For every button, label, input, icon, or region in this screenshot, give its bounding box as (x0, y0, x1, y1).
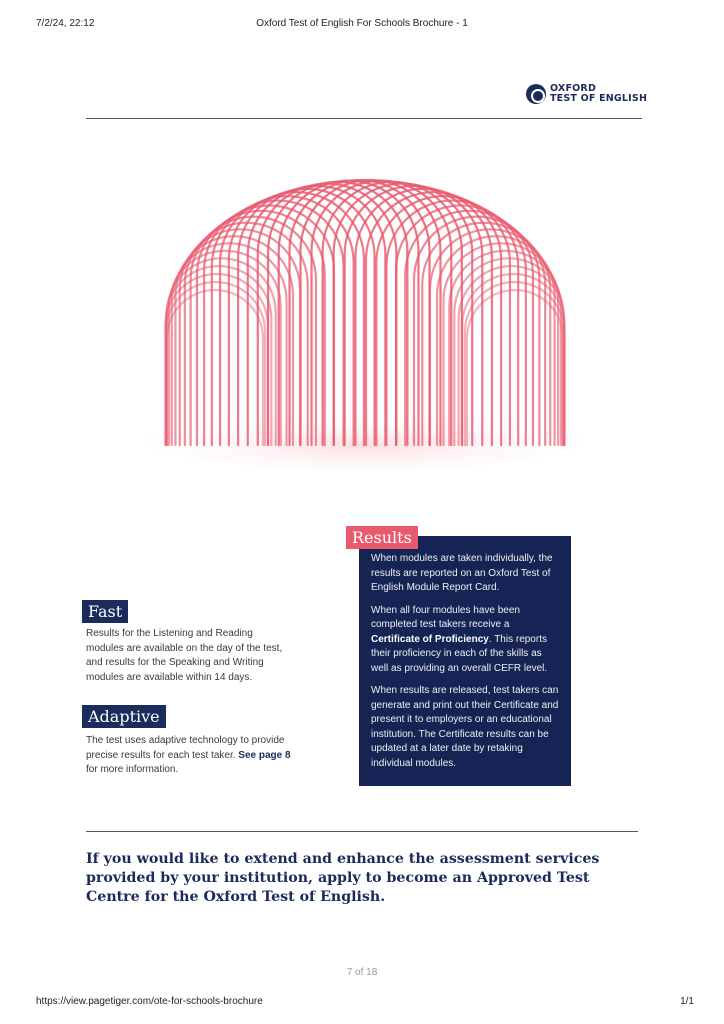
adaptive-text-start: The test uses adaptive technology to provide precise results for each test taker. (86, 735, 285, 761)
print-header (0, 18, 724, 32)
certificate-of-proficiency: Certificate of Proficiency (371, 633, 489, 645)
results-box (359, 536, 571, 786)
fast-heading: Fast (82, 600, 128, 623)
print-footer (0, 996, 724, 1010)
fast-text: Results for the Listening and Reading modules are available on the day of the test, and results for the Speaking and Writing modules are available within 14 days. (86, 628, 283, 683)
logo-text (550, 84, 647, 104)
results-paragraph-2 (371, 604, 561, 677)
results-paragraph-2-start: When all four modules have been completed test takers receive a (371, 604, 520, 630)
adaptive-text (86, 734, 301, 778)
results-heading: Results (346, 526, 418, 549)
logo-line-1: OXFORD (550, 83, 597, 94)
oxford-logo (526, 84, 647, 104)
document-title: Oxford Test of English For Schools Brochure - 1 (256, 18, 468, 29)
see-page-8-link[interactable]: See page 8 (238, 749, 291, 761)
logo-line-2: TEST OF ENGLISH (550, 93, 648, 104)
page-number: 7 of 18 (346, 967, 378, 978)
results-paragraph-3: When results are released, test takers can generate and print out their Certificate and present it to employers or an educational institution. The Certificate results can be updated at a later date by retaking individual modules. (371, 685, 559, 769)
bottom-divider (86, 831, 638, 832)
adaptive-heading: Adaptive (82, 705, 166, 728)
print-datetime: 7/2/24, 22:12 (36, 18, 95, 29)
results-paragraph-2-end: . This reports their proficiency in each of the skills as well as providing an overall CEFR level. (371, 633, 548, 674)
results-paragraph-1: When modules are taken individually, the results are reported on an Oxford Test of English Module Report Card. (371, 553, 553, 593)
oxford-logo-icon (526, 84, 546, 104)
page-url[interactable]: https://view.pagetiger.com/ote-for-schools-brochure (36, 996, 263, 1007)
slinky-spring-illustration (130, 160, 600, 480)
print-page-count: 1/1 (680, 996, 694, 1007)
call-to-action: If you would like to extend and enhance the assessment services provided by your institution, apply to become an Approved Test Centre for the Oxford Test of English. (86, 851, 600, 905)
top-divider (86, 118, 642, 119)
adaptive-text-end: for more information. (86, 764, 179, 775)
